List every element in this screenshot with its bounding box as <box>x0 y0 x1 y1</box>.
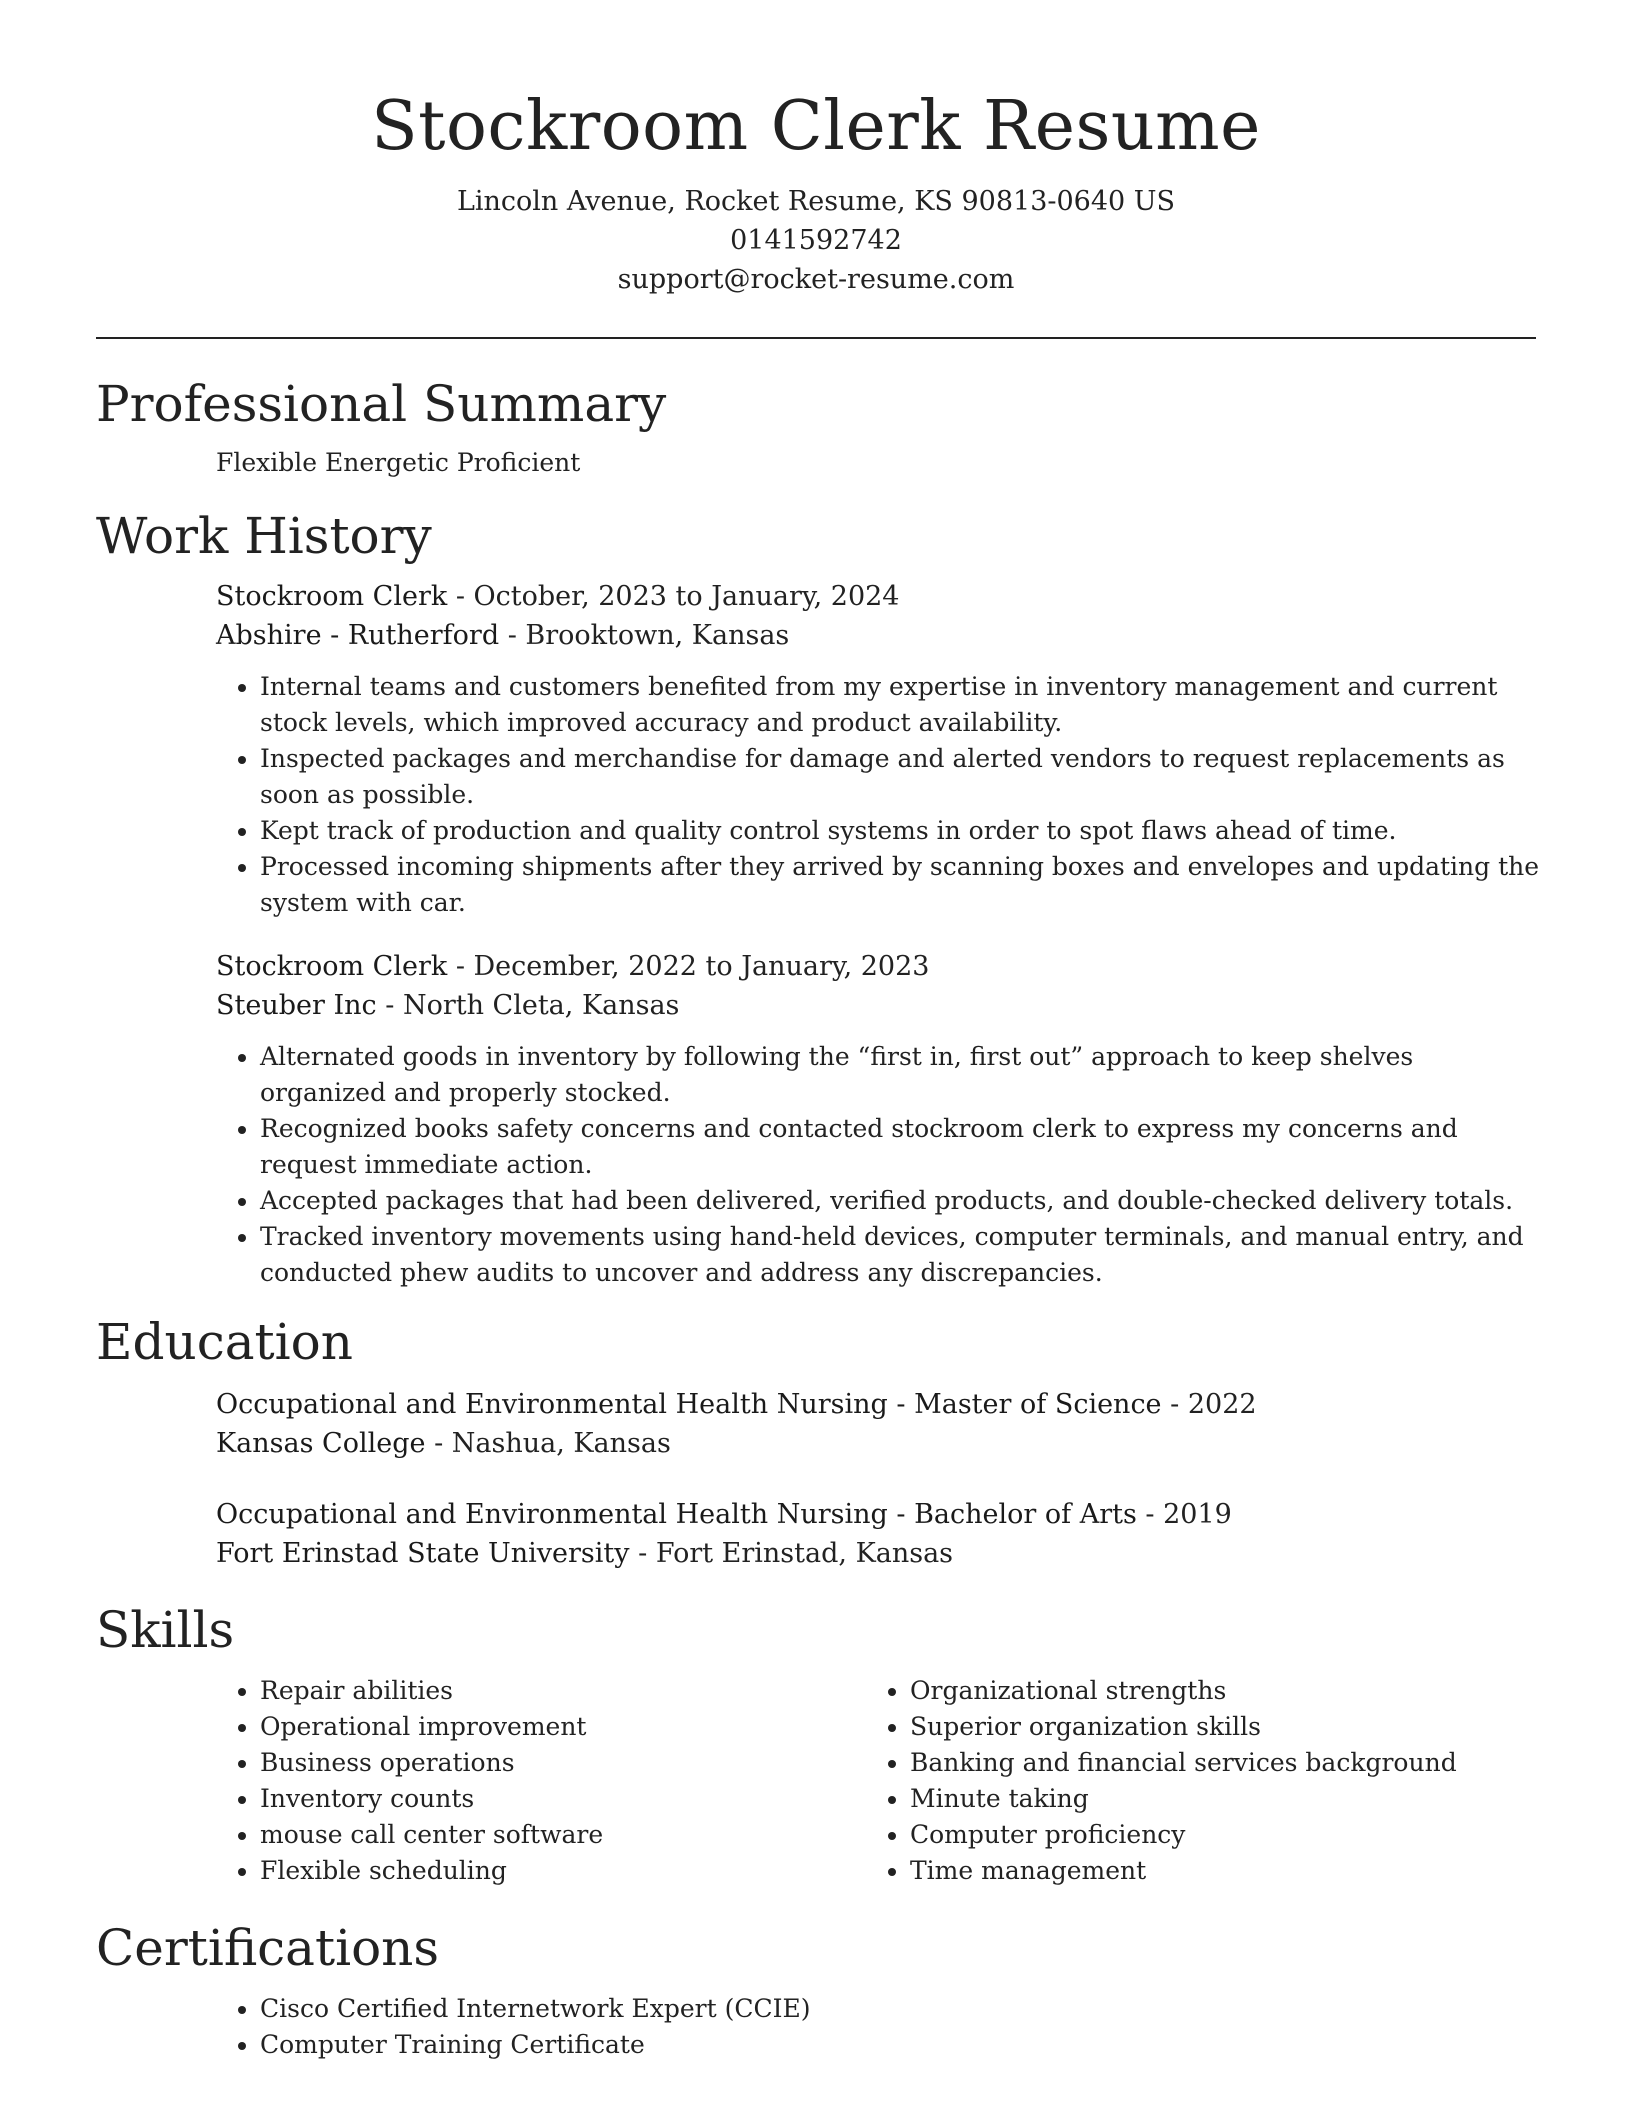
education-heading: Education <box>96 1313 353 1371</box>
summary-text: Flexible Energetic Proficient <box>216 448 581 477</box>
job-bullet: • Inspected packages and merchandise for damage and alerted vendors to request replacements as soon as possible. <box>260 741 1540 813</box>
resume-page <box>96 0 1540 2063</box>
degree-line <box>216 1495 1536 1534</box>
school-line <box>216 1424 1536 1463</box>
job-bullet: • Tracked inventory movements using hand-held devices, computer terminals, and manual entry, and conducted phew audits to uncover and address any discrepancies. <box>260 1219 1540 1291</box>
school-location: - Nashua, Kansas <box>425 1428 671 1459</box>
skill-item: • Organizational strengths <box>910 1673 1516 1709</box>
skill-item: • Superior organization skills <box>910 1709 1516 1745</box>
skills-list-right <box>866 1673 1516 1889</box>
job-entry <box>216 947 1536 1291</box>
resume-title: Stockroom Clerk Resume <box>371 87 1261 166</box>
work-history-section <box>96 505 1540 1291</box>
degree-year: - 2022 <box>1161 1389 1257 1420</box>
degree-line <box>216 1385 1536 1424</box>
skill-item: • Time management <box>910 1853 1516 1889</box>
job-company: Abshire - Rutherford <box>216 620 500 651</box>
skill-item: • Computer proficiency <box>910 1817 1516 1853</box>
job-company: Steuber Inc <box>216 990 377 1021</box>
phone: 0141592742 <box>730 225 902 256</box>
skills-columns <box>216 1673 1536 1889</box>
job-role: Stockroom Clerk <box>216 581 448 612</box>
certification-item: • Cisco Certified Internetwork Expert (CCIE) <box>260 1991 1536 2027</box>
job-dates: - December, 2022 to January, 2023 <box>447 951 930 982</box>
school-location: - Fort Erinstad, Kansas <box>629 1538 954 1569</box>
work-history-heading: Work History <box>96 507 432 565</box>
certification-item: • Computer Training Certificate <box>260 2027 1536 2063</box>
job-bullet: • Kept track of production and quality control systems in order to spot flaws ahead of time. <box>260 813 1540 849</box>
school-name: Fort Erinstad State University <box>216 1538 630 1569</box>
education-entry <box>216 1385 1536 1463</box>
school-name: Kansas College <box>216 1428 426 1459</box>
job-bullet: • Alternated goods in inventory by following the “first in, first out” approach to keep shelves organized and properly stocked. <box>260 1039 1540 1111</box>
skill-item: • Inventory counts <box>260 1781 866 1817</box>
degree: Occupational and Environmental Health Nursing - Master of Science <box>216 1389 1162 1420</box>
summary-heading: Professional Summary <box>96 375 667 433</box>
skill-item: • Minute taking <box>910 1781 1516 1817</box>
skills-list-left <box>216 1673 866 1889</box>
certifications-section <box>96 1917 1536 2063</box>
job-company-line <box>216 616 1536 655</box>
skill-item: • Banking and financial services background <box>910 1745 1516 1781</box>
skills-section <box>96 1599 1536 1889</box>
job-bullet: • Internal teams and customers benefited from my expertise in inventory management and current stock levels, which improved accuracy and product availability. <box>260 669 1540 741</box>
job-location: - North Cleta, Kansas <box>376 990 680 1021</box>
certifications-list <box>216 1991 1536 2063</box>
job-bullet: • Accepted packages that had been delivered, verified products, and double-checked delivery totals. <box>260 1183 1540 1219</box>
degree: Occupational and Environmental Health Nursing - Bachelor of Arts <box>216 1499 1137 1530</box>
school-line <box>216 1534 1536 1573</box>
skills-heading: Skills <box>96 1601 235 1659</box>
job-location: - Brooktown, Kansas <box>499 620 790 651</box>
job-company-line <box>216 986 1536 1025</box>
skill-item: • Flexible scheduling <box>260 1853 866 1889</box>
skill-item: • Business operations <box>260 1745 866 1781</box>
job-title-line <box>216 947 1536 986</box>
job-bullets <box>216 669 1540 921</box>
job-title-line <box>216 577 1536 616</box>
job-entry <box>216 577 1540 921</box>
summary-section <box>96 373 1536 481</box>
job-bullets <box>216 1039 1540 1291</box>
certifications-heading: Certifications <box>96 1919 440 1977</box>
skill-item: • Repair abilities <box>260 1673 866 1709</box>
email: support@rocket-resume.com <box>617 264 1015 295</box>
degree-year: - 2019 <box>1136 1499 1232 1530</box>
address: Lincoln Avenue, Rocket Resume, KS 90813-0640 US <box>456 186 1176 217</box>
header-divider <box>96 337 1536 339</box>
job-bullet: • Recognized books safety concerns and contacted stockroom clerk to express my concerns and request immediate action. <box>260 1111 1540 1183</box>
job-bullet: • Processed incoming shipments after they arrived by scanning boxes and envelopes and updating the system with car. <box>260 849 1540 921</box>
skill-item: • mouse call center software <box>260 1817 866 1853</box>
skill-item: • Operational improvement <box>260 1709 866 1745</box>
resume-header <box>96 0 1536 299</box>
job-dates: - October, 2023 to January, 2024 <box>447 581 900 612</box>
education-section <box>96 1311 1536 1573</box>
education-entry <box>216 1495 1536 1573</box>
job-role: Stockroom Clerk <box>216 951 448 982</box>
